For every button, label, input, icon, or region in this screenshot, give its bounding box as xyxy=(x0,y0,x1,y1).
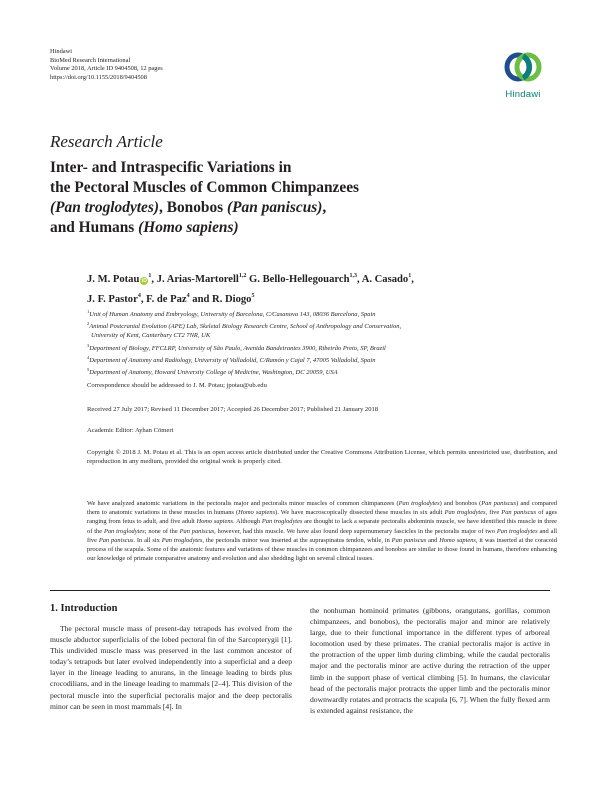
article-title xyxy=(50,158,470,238)
affiliation-5: $^5$Department of Anatomy, Howard University College of Medicine, Washington, DC 20059, USA xyxy=(87,367,338,377)
title-species-3: (Homo sapiens) xyxy=(138,219,239,236)
abstract: We have analyzed anatomic variations in the pectoralis major and pectoralis minor muscles of common chimpanzees (Pan troglodytes) and bonobos (Pan paniscus) and compared them to anatomic variations in these muscles in humans (Homo sapiens). We have macroscopically dissected these muscles in six adult Pan troglodytes, five Pan paniscus of ages ranging from fetus to adult, and five adult Homo sapiens. Although Pan troglodytes are thought to lack a separate pectoralis abdominis muscle, we have identified this muscle in three of the Pan troglodytes; none of the Pan paniscus, however, had this muscle. We have also found deep supernumerary fascicles in the pectoralis major of two Pan troglodytes and all five Pan paniscus. In all six Pan troglodytes, the pectoralis minor was inserted at the supraspinatus tendon, while, in Pan paniscus and Homo sapiens, it was inserted at the coracoid process of the scapula. Some of the anatomic features and variations of these muscles in common chimpanzees and bonobos are similar to those found in humans, therefore enhancing our knowledge of primate comparative anatomy and evolution and also shedding light on several clinical issues. xyxy=(87,500,558,563)
title-line-1: Inter- and Intraspecific Variations in xyxy=(50,159,292,176)
section-heading: 1. Introduction xyxy=(50,603,118,614)
doi-link[interactable]: https://doi.org/10.1155/2018/9404508 xyxy=(50,73,147,81)
publisher-logo[interactable] xyxy=(498,46,548,106)
publication-dates: Received 27 July 2017; Revised 11 December 2017; Accepted 26 December 2017; Published 21 January 2018 xyxy=(87,406,379,413)
orcid-icon[interactable]: iD xyxy=(141,278,147,284)
affiliation-3: $^3$Department of Biology, FFCLRP, University of São Paulo, Avenida Bandeirantes 3900, Ribeirão Preto, SP, Brazil xyxy=(87,342,386,352)
affiliation-2: $^2$Animal Postcranial Evolution (APE) Lab, Skeletal Biology Research Centre, School of Anthropology and Conservation, xyxy=(87,321,402,331)
author-list xyxy=(87,268,557,308)
affiliation-1: $^1$Unit of Human Anatomy and Embryology, University of Barcelona, C/Casanova 143, 08036 Barcelona, Spain xyxy=(87,309,376,318)
title-species-1: (Pan troglodytes) xyxy=(50,199,160,216)
copyright-notice: Copyright © 2018 J. M. Potau et al. This is an open access article distributed under the Creative Commons Attribution License, which permits unrestricted use, distribution, and reproduction in any medium, provided the original work is properly cited. xyxy=(87,449,557,466)
author-line-2: J. F. Pastor$^4$, F. de Paz$^4$ and R. Diogo$^5$ xyxy=(87,293,255,305)
title-line-2: the Pectoral Muscles of Common Chimpanzees xyxy=(50,179,360,196)
publisher-name: Hindawi xyxy=(50,48,73,55)
affiliations xyxy=(87,307,557,377)
title-line-4: and Humans (Homo sapiens) xyxy=(50,219,239,236)
body-column-right: the nonhuman hominoid primates (gibbons, orangutans, gorillas, common chimpanzees, and bonobos), the pectoralis major and minor are relatively large, due to their functional importance in the different types of arboreal locomotion used by these primates. The cranial pectoralis major is active in the protraction of the upper limb during climbing, while the caudal pectoralis major and the pectoralis minor are active during the retraction of the upper limb in the support phase of vertical climbing [5]. In humans, the clavicular head of the pectoralis major protracts the upper limb and the pectoralis minor downwardly rotates and protracts the scapula [6, 7]. When the fully flexed arm is extended against resistance, the xyxy=(310,606,550,715)
body-column-left: The pectoral muscle mass of present-day tetrapods has evolved from the muscle abductor superficialis of the lobed pectoral fin of the Sarcopterygii [1]. This undivided muscle mass was preserved in the last common ancestor of today’s tetrapods but later evolved independently into a superficial and a deep layer in the lineage leading to anurans, in the lineage leading to birds plus crocodilians, and in the lineage leading to mammals [2–4]. This division of the pectoral muscle into the superficial pectoralis major and the deep pectoralis minor can be seen in most mammals [4]. In xyxy=(50,624,292,711)
author[interactable]: A. Casado$^1$ xyxy=(361,273,412,285)
journal-metadata xyxy=(50,48,163,82)
journal-name: BioMed Research International xyxy=(50,56,131,64)
volume-line: Volume 2018, Article ID 9404508, 12 pages xyxy=(50,65,163,73)
article-type: Research Article xyxy=(50,132,163,151)
author[interactable]: G. Bello-Hellegouarch$^{1,3}$ xyxy=(249,273,357,285)
author[interactable]: F. de Paz$^4$ xyxy=(146,293,190,305)
title-line-3: (Pan troglodytes), Bonobos (Pan paniscus), xyxy=(50,199,327,216)
author[interactable]: R. Diogo$^5$ xyxy=(212,293,255,305)
author-line-1: J. M. Potau $iD^1$, J. Arias-Martorell$^{1,2}$ G. Bello-Hellegouarch$^{1,3}$, A. Casado$^1$, xyxy=(87,273,414,285)
affiliation-2-cont: University of Kent, Canterbury CT2 7NR, UK xyxy=(91,332,211,340)
correspondence: Correspondence should be addressed to J. M. Potau; jpotau@ub.edu xyxy=(87,382,267,389)
academic-editor: Academic Editor: Ayhan Cömert xyxy=(87,427,174,434)
title-species-2: (Pan paniscus) xyxy=(227,199,323,216)
author[interactable]: J. M. Potau $iD^1$ xyxy=(87,273,152,285)
hindawi-logo-icon xyxy=(502,46,544,88)
section-divider xyxy=(50,590,550,591)
affiliation-4: $^4$Department of Anatomy and Radiology, University of Valladolid, C/Ramón y Cajal 7, 47005 Valladolid, Spain xyxy=(87,354,376,364)
author[interactable]: J. Arias-Martorell$^{1,2}$ xyxy=(156,273,247,285)
author[interactable]: J. F. Pastor$^4$ xyxy=(87,293,141,305)
logo-wordmark: Hindawi xyxy=(505,89,541,100)
